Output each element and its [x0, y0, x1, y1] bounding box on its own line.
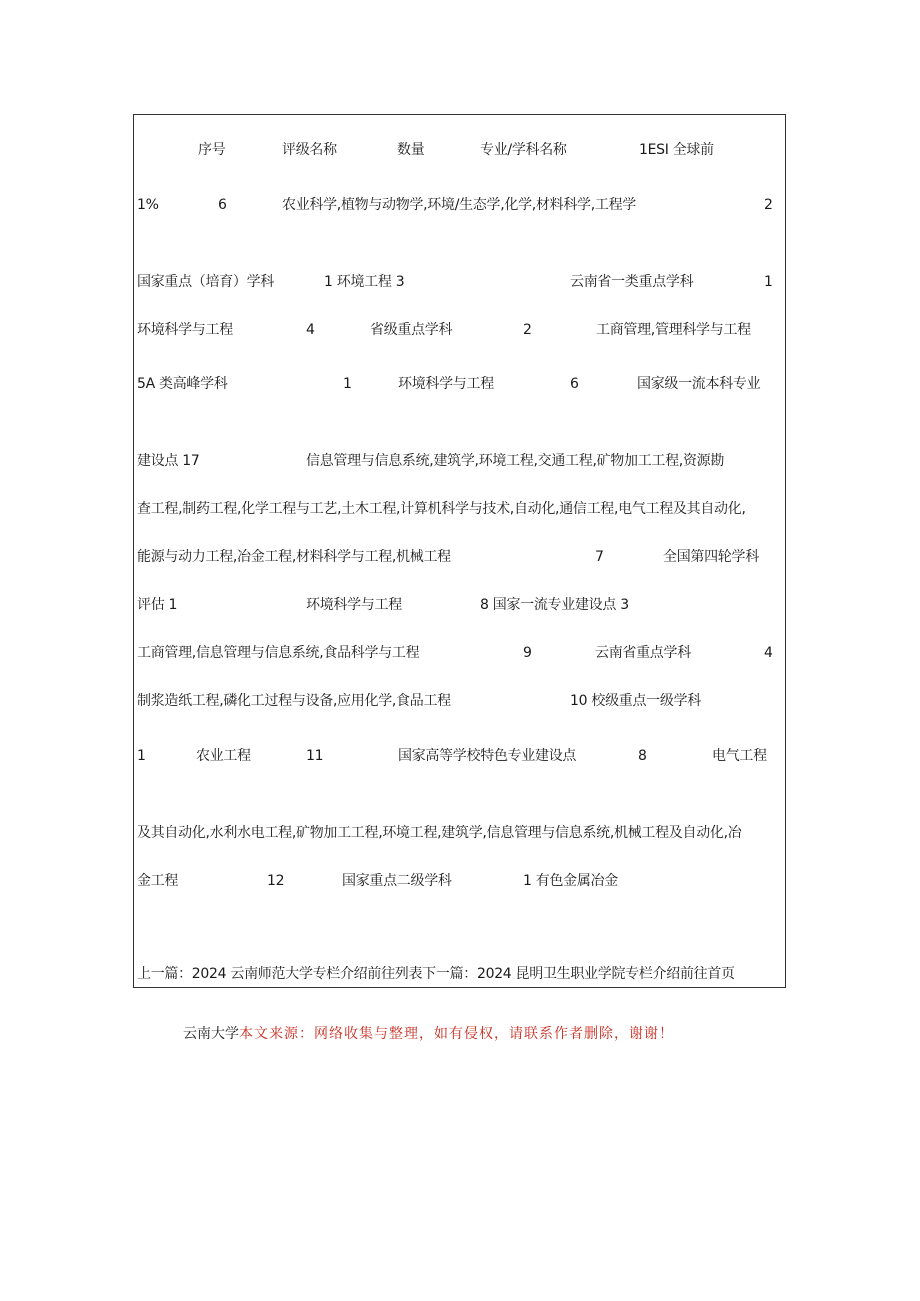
row-text: 省级重点学科 [370, 322, 453, 338]
footer-note [183, 1024, 674, 1044]
header-serial: 序号 [198, 142, 226, 158]
row-text: 国家重点（培育）学科 [137, 274, 274, 290]
row-text: 查工程,制药工程,化学工程与工艺,土木工程,计算机科学与技术,自动化,通信工程,电气工程及其自动化, [137, 501, 746, 517]
row-text: 1 [343, 376, 352, 392]
row-text: 农业工程 [196, 748, 251, 764]
row-text: 电气工程 [712, 748, 767, 764]
header-quantity: 数量 [397, 142, 425, 158]
row-text: 12 [267, 873, 285, 889]
row-text: 5A 类高峰学科 [137, 376, 228, 392]
row-text: 2 [764, 197, 773, 213]
row-text: 8 [638, 748, 647, 764]
row-text: 6 [218, 197, 227, 213]
row-text: 国家重点二级学科 [342, 873, 452, 889]
row-text: 制浆造纸工程,磷化工过程与设备,应用化学,食品工程 [137, 693, 451, 709]
row-text: 全国第四轮学科 [663, 549, 759, 565]
row-text: 4 [306, 322, 315, 338]
prev-next-navigation[interactable]: 上一篇：2024 云南师范大学专栏介绍前往列表下一篇：2024 昆明卫生职业学院专栏介绍前往首页 [137, 966, 735, 982]
row-text: 能源与动力工程,冶金工程,材料科学与工程,机械工程 [137, 549, 451, 565]
row-text: 1 [764, 274, 773, 290]
row-text: 云南省重点学科 [595, 645, 691, 661]
row-text: 8 国家一流专业建设点 3 [480, 597, 629, 613]
row-text: 国家高等学校特色专业建设点 [398, 748, 577, 764]
source-disclaimer: 本文来源：网络收集与整理，如有侵权，请联系作者删除，谢谢！ [239, 1026, 674, 1042]
header-discipline-name: 专业/学科名称 [480, 142, 567, 158]
row-text: 4 [764, 645, 773, 661]
row-text: 2 [523, 322, 532, 338]
document-frame [133, 114, 786, 988]
row-text: 建设点 17 [137, 453, 200, 469]
row-text: 1% [137, 197, 159, 213]
row-text: 评估 1 [137, 597, 178, 613]
row-text: 1ESI 全球前 [639, 142, 714, 158]
row-text: 11 [306, 748, 324, 764]
row-text: 云南省一类重点学科 [570, 274, 694, 290]
row-text: 国家级一流本科专业 [637, 376, 761, 392]
school-name: 云南大学 [183, 1026, 239, 1042]
row-text: 1 环境工程 3 [324, 274, 405, 290]
row-text: 7 [595, 549, 604, 565]
row-text: 9 [523, 645, 532, 661]
row-text: 6 [570, 376, 579, 392]
row-text: 农业科学,植物与动物学,环境/生态学,化学,材料科学,工程学 [282, 197, 636, 213]
row-text: 10 校级重点一级学科 [570, 693, 701, 709]
row-text: 信息管理与信息系统,建筑学,环境工程,交通工程,矿物加工工程,资源勘 [306, 453, 725, 469]
header-rating-name: 评级名称 [282, 142, 337, 158]
row-text: 金工程 [137, 873, 179, 889]
row-text: 1 [137, 748, 146, 764]
row-text: 环境科学与工程 [306, 597, 402, 613]
row-text: 环境科学与工程 [137, 322, 233, 338]
row-text: 1 有色金属冶金 [523, 873, 618, 889]
row-text: 工商管理,信息管理与信息系统,食品科学与工程 [137, 645, 420, 661]
row-text: 工商管理,管理科学与工程 [596, 322, 751, 338]
row-text: 环境科学与工程 [398, 376, 494, 392]
row-text: 及其自动化,水利水电工程,矿物加工工程,环境工程,建筑学,信息管理与信息系统,机械工程及自动化,冶 [137, 825, 742, 841]
